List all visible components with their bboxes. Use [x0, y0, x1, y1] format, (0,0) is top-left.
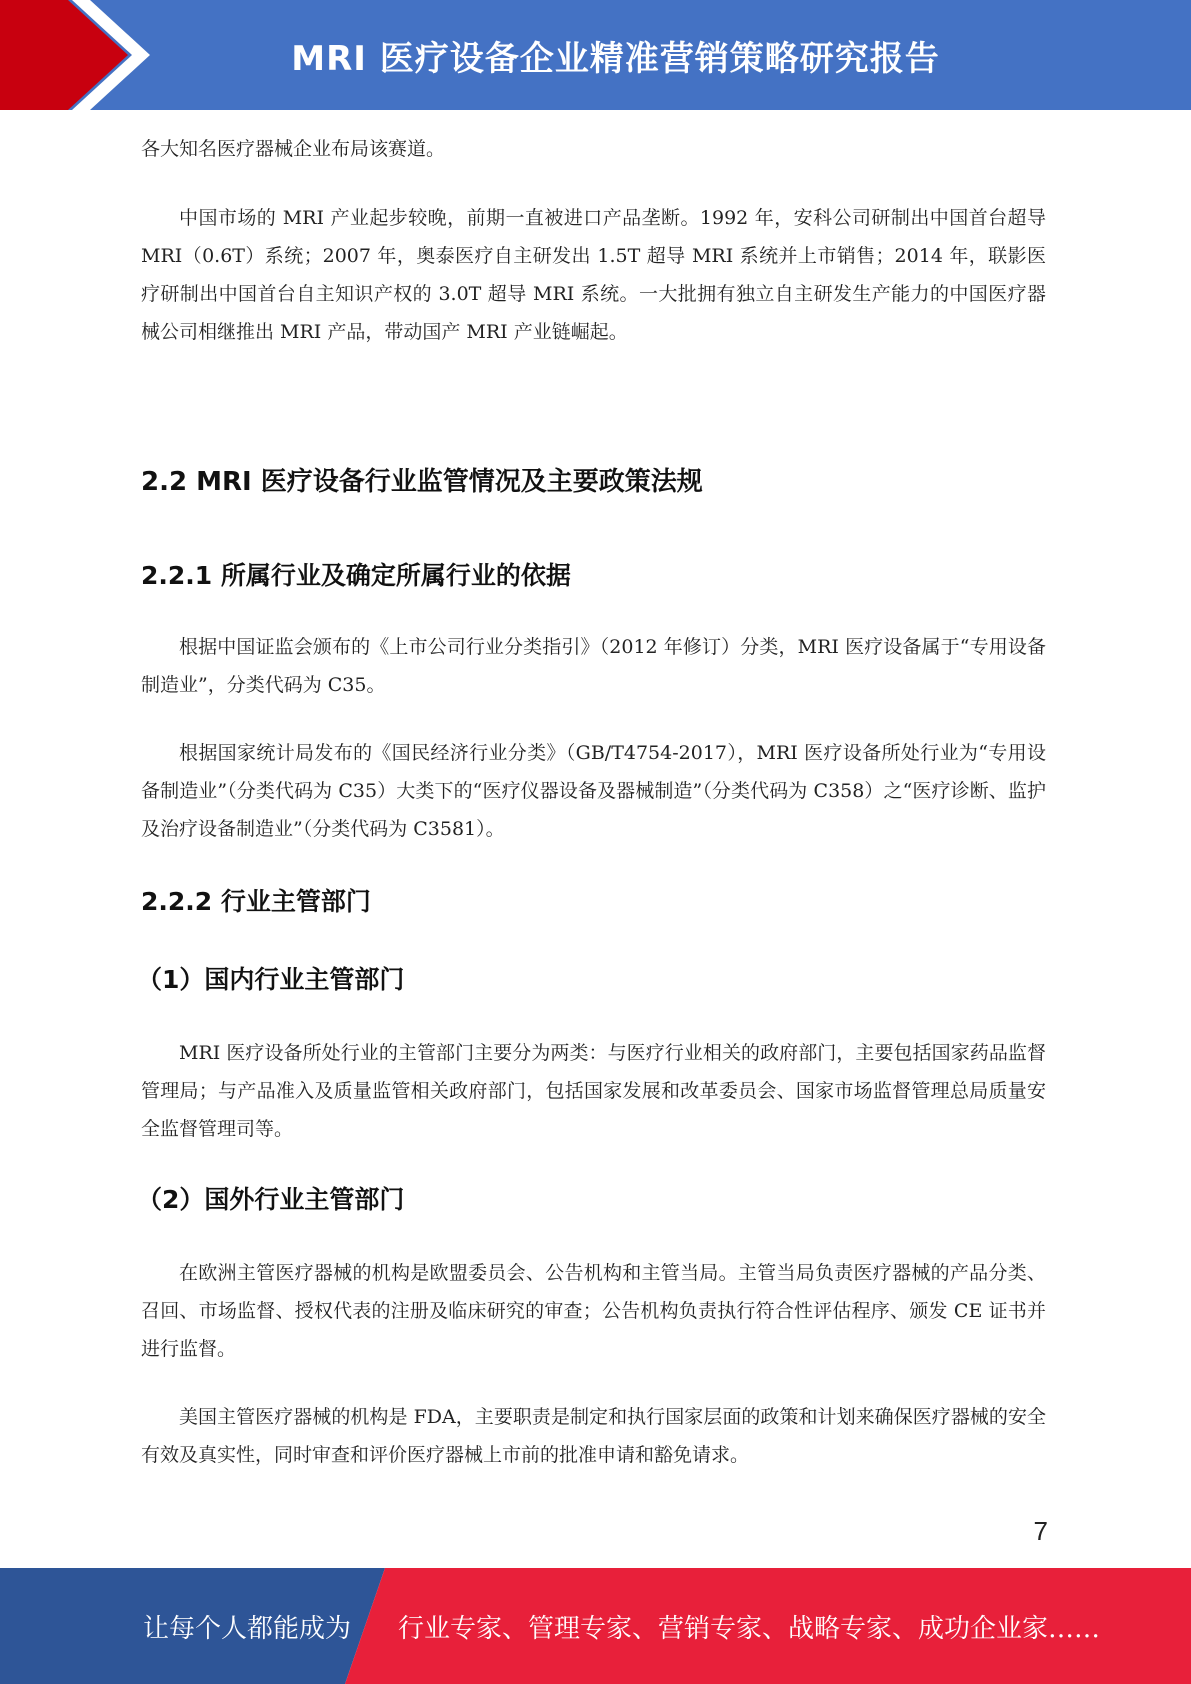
page-number: 7: [1033, 1516, 1048, 1546]
paragraph-china-mri-history: 中国市场的 MRI 产业起步较晚，前期一直被进口产品垄断。1992 年，安科公司研制出中国首台超导 MRI（0.6T）系统；2007 年，奥泰医疗自主研发出 1.5T 超导 MRI 系统并上市销售；2014 年，联影医疗研制出中国首台自主知识产权的 3.0T 超导 MRI 系统。一大批拥有独立自主研发生产能力的中国医疗器械公司相继推出 MRI 产品，带动国产 MRI 产业链崛起。: [141, 207, 1046, 343]
page-header: [0, 0, 1191, 110]
subheading-domestic-authorities: （1）国内行业主管部门: [137, 965, 405, 994]
footer-slogan-right: 行业专家、管理专家、营销专家、战略专家、成功企业家……: [398, 1613, 1101, 1644]
page-footer: [0, 1568, 1191, 1684]
paragraph-intro-continued: 各大知名医疗器械企业布局该赛道。: [141, 138, 446, 160]
footer-slogan-left: 让每个人都能成为: [143, 1613, 352, 1644]
section-heading-2-2: 2.2 MRI 医疗设备行业监管情况及主要政策法规: [141, 467, 703, 497]
paragraph-us-fda: 美国主管医疗器械的机构是 FDA，主要职责是制定和执行国家层面的政策和计划来确保医疗器械的安全有效及真实性，同时审查和评价医疗器械上市前的批准申请和豁免请求。: [141, 1406, 1046, 1466]
paragraph-nbs-classification: 根据国家统计局发布的《国民经济行业分类》（GB/T4754-2017），MRI 医疗设备所处行业为“专用设备制造业”（分类代码为 C35）大类下的“医疗仪器设备及器械制造”（分类代码为 C358）之“医疗诊断、监护及治疗设备制造业”（分类代码为 C3581）。: [141, 742, 1046, 840]
page-content: [137, 130, 1046, 1474]
section-heading-2-2-1: 2.2.1 所属行业及确定所属行业的依据: [141, 561, 571, 590]
paragraph-domestic-authorities: MRI 医疗设备所处行业的主管部门主要分为两类：与医疗行业相关的政府部门，主要包括国家药品监督管理局；与产品准入及质量监管相关政府部门，包括国家发展和改革委员会、国家市场监督管理总局质量安全监督管理司等。: [141, 1042, 1046, 1140]
report-title: MRI 医疗设备企业精准营销策略研究报告: [291, 38, 940, 79]
paragraph-eu-authorities: 在欧洲主管医疗器械的机构是欧盟委员会、公告机构和主管当局。主管当局负责医疗器械的产品分类、召回、市场监督、授权代表的注册及临床研究的审查；公告机构负责执行符合性评估程序、颁发 CE 证书并进行监督。: [141, 1262, 1046, 1360]
section-heading-2-2-2: 2.2.2 行业主管部门: [141, 887, 371, 916]
subheading-foreign-authorities: （2）国外行业主管部门: [137, 1185, 405, 1214]
paragraph-csrc-classification: 根据中国证监会颁布的《上市公司行业分类指引》（2012 年修订）分类，MRI 医疗设备属于“专用设备制造业”，分类代码为 C35。: [141, 636, 1046, 696]
